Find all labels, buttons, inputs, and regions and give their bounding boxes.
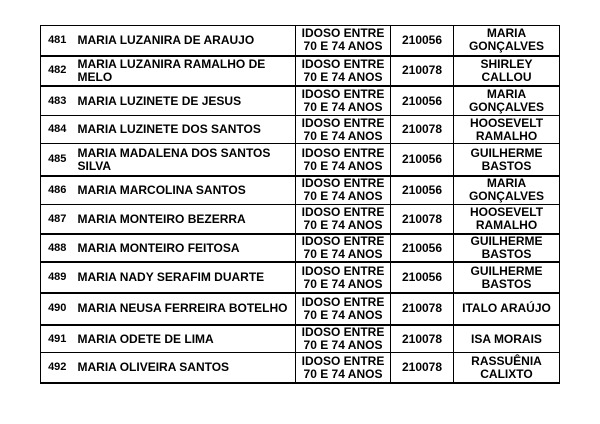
age-group-line: IDOSO ENTRE [301, 205, 385, 220]
unit-code: 210078 [391, 353, 454, 383]
person-name: MARIA MONTEIRO BEZERRA [74, 204, 296, 234]
row-number: 483 [41, 86, 74, 116]
table-row [41, 234, 560, 262]
responsible-name-line: GONÇALVES [468, 100, 545, 115]
responsible-cell [454, 176, 560, 204]
row-number: 486 [41, 176, 74, 204]
responsible-name-line: HOOSEVELT [469, 205, 544, 220]
unit-code: 210056 [391, 262, 454, 292]
responsible-cell [454, 204, 560, 234]
responsible-cell [454, 293, 560, 325]
age-group-cell [296, 234, 391, 262]
age-group-line: 70 E 74 ANOS [303, 128, 383, 143]
responsible-name-line: GONÇALVES [468, 39, 545, 54]
age-group-line: IDOSO ENTRE [301, 87, 385, 102]
responsible-cell [454, 144, 560, 176]
age-group-line: IDOSO ENTRE [301, 234, 385, 249]
responsible-cell [454, 86, 560, 116]
person-name: MARIA OLIVEIRA SANTOS [74, 353, 296, 383]
table-row [41, 56, 560, 86]
age-group-line: 70 E 74 ANOS [303, 307, 383, 322]
responsible-name-line: RASSUÊNIA [471, 353, 542, 368]
responsible-name-line: BASTOS [481, 158, 532, 173]
age-group-cell [296, 86, 391, 116]
responsible-cell [454, 56, 560, 86]
table-row [41, 204, 560, 234]
row-number: 488 [41, 234, 74, 262]
unit-code: 210056 [391, 176, 454, 204]
unit-code: 210056 [391, 26, 454, 56]
unit-code: 210078 [391, 204, 454, 234]
person-name: MARIA LUZANIRA RAMALHO DE MELO [74, 56, 296, 86]
responsible-name-line: MARIA [486, 26, 527, 41]
person-name: MARIA NEUSA FERREIRA BOTELHO [74, 293, 296, 325]
responsible-name-line: BASTOS [481, 247, 532, 262]
responsible-name-line: CALIXTO [480, 366, 533, 381]
row-number: 487 [41, 204, 74, 234]
unit-code: 210078 [391, 325, 454, 353]
table-row [41, 293, 560, 325]
age-group-line: 70 E 74 ANOS [303, 189, 383, 204]
responsible-cell [454, 26, 560, 56]
responsible-cell [454, 353, 560, 383]
responsible-name-line: GUILHERME [470, 145, 543, 160]
person-name: MARIA MADALENA DOS SANTOS SILVA [74, 144, 296, 176]
responsible-name-line: MARIA [486, 176, 527, 191]
table-row [41, 353, 560, 383]
age-group-cell [296, 56, 391, 86]
responsible-name-line: ITALO ARAÚJO [462, 301, 551, 316]
responsible-name-line: HOOSEVELT [469, 115, 544, 130]
table-row [41, 26, 560, 56]
responsible-cell [454, 262, 560, 292]
person-name: MARIA MONTEIRO FEITOSA [74, 234, 296, 262]
age-group-line: 70 E 74 ANOS [303, 100, 383, 115]
age-group-line: IDOSO ENTRE [301, 56, 385, 71]
age-group-line: IDOSO ENTRE [301, 115, 385, 130]
age-group-line: IDOSO ENTRE [301, 26, 385, 41]
person-name: MARIA LUZINETE DOS SANTOS [74, 116, 296, 144]
age-group-line: 70 E 74 ANOS [303, 276, 383, 291]
responsible-cell [454, 325, 560, 353]
table-row [41, 86, 560, 116]
person-name: MARIA NADY SERAFIM DUARTE [74, 262, 296, 292]
responsible-name-line: ISA MORAIS [471, 331, 542, 346]
age-group-cell [296, 176, 391, 204]
age-group-cell [296, 325, 391, 353]
row-number: 492 [41, 353, 74, 383]
row-number: 484 [41, 116, 74, 144]
age-group-line: IDOSO ENTRE [301, 176, 385, 191]
age-group-line: IDOSO ENTRE [301, 294, 385, 309]
age-group-line: 70 E 74 ANOS [303, 158, 383, 173]
responsible-name-line: BASTOS [481, 276, 532, 291]
responsible-name-line: RAMALHO [475, 128, 538, 143]
unit-code: 210078 [391, 56, 454, 86]
age-group-line: IDOSO ENTRE [301, 353, 385, 368]
age-group-line: 70 E 74 ANOS [303, 39, 383, 54]
table-row [41, 116, 560, 144]
age-group-line: IDOSO ENTRE [301, 145, 385, 160]
unit-code: 210078 [391, 116, 454, 144]
responsible-name-line: GUILHERME [470, 263, 543, 278]
responsible-name-line: GONÇALVES [468, 189, 545, 204]
age-group-line: IDOSO ENTRE [301, 263, 385, 278]
table-body [41, 26, 560, 384]
age-group-cell [296, 262, 391, 292]
age-group-line: IDOSO ENTRE [301, 325, 385, 339]
age-group-line: 70 E 74 ANOS [303, 338, 383, 352]
unit-code: 210056 [391, 86, 454, 116]
row-number: 490 [41, 293, 74, 325]
responsible-cell [454, 116, 560, 144]
age-group-cell [296, 26, 391, 56]
responsible-name-line: SHIRLEY [480, 56, 533, 71]
table-row [41, 325, 560, 353]
row-number: 485 [41, 144, 74, 176]
responsible-name-line: MARIA [486, 87, 527, 102]
age-group-line: 70 E 74 ANOS [303, 218, 383, 233]
table-row [41, 262, 560, 292]
age-group-line: 70 E 74 ANOS [303, 247, 383, 262]
row-number: 481 [41, 26, 74, 56]
responsible-name-line: RAMALHO [475, 218, 538, 233]
vaccination-list-table [40, 25, 560, 384]
unit-code: 210056 [391, 234, 454, 262]
table-row [41, 144, 560, 176]
unit-code: 210078 [391, 293, 454, 325]
responsible-cell [454, 234, 560, 262]
age-group-cell [296, 204, 391, 234]
row-number: 482 [41, 56, 74, 86]
person-name: MARIA MARCOLINA SANTOS [74, 176, 296, 204]
age-group-cell [296, 293, 391, 325]
age-group-cell [296, 144, 391, 176]
unit-code: 210056 [391, 144, 454, 176]
responsible-name-line: CALLOU [481, 69, 532, 84]
responsible-name-line: GUILHERME [470, 234, 543, 249]
table-row [41, 176, 560, 204]
person-name: MARIA LUZINETE DE JESUS [74, 86, 296, 116]
row-number: 491 [41, 325, 74, 353]
age-group-line: 70 E 74 ANOS [303, 69, 383, 84]
person-name: MARIA ODETE DE LIMA [74, 325, 296, 353]
age-group-line: 70 E 74 ANOS [303, 366, 383, 381]
age-group-cell [296, 353, 391, 383]
row-number: 489 [41, 262, 74, 292]
age-group-cell [296, 116, 391, 144]
person-name: MARIA LUZANIRA DE ARAUJO [74, 26, 296, 56]
